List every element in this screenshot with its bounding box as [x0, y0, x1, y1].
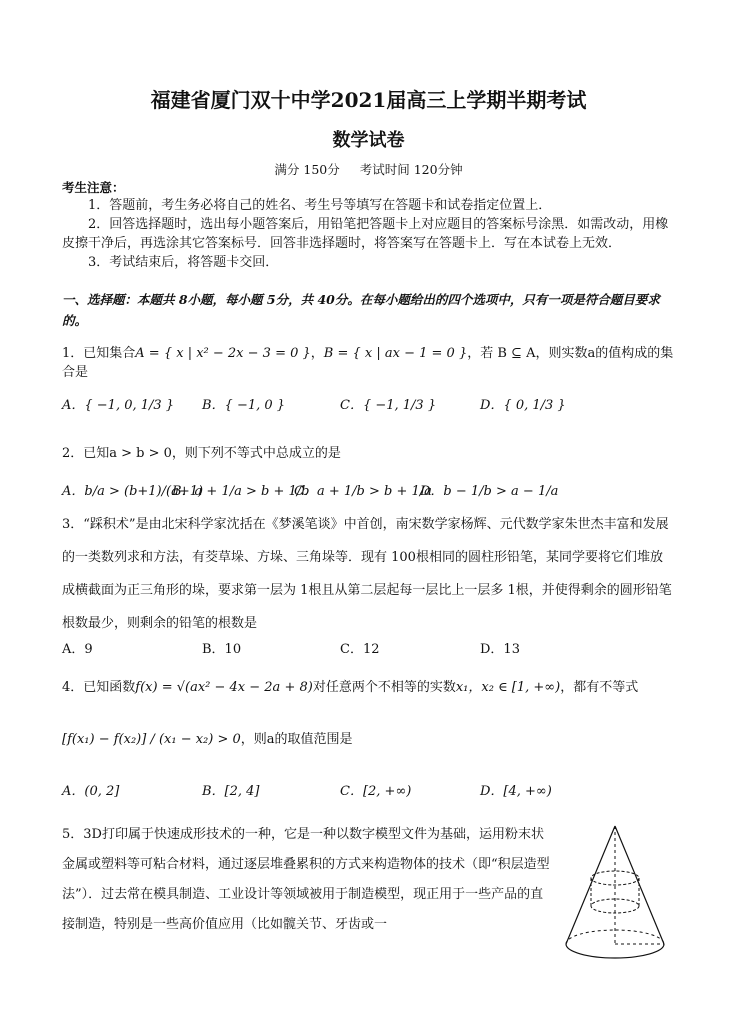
- q1-condition: ，若 B ⊆ A，则实数a的值构成的集合是: [62, 346, 674, 380]
- cone-base-front: [566, 944, 664, 958]
- q4-vars: x₁，x₂ ∈ [1, +∞): [455, 680, 561, 695]
- section-heading-choice: 一、选择题：本题共 8小题，每小题 5分，共 40分。在每小题给出的四个选项中，只有一项是符合题目要求的。: [62, 292, 660, 328]
- q2-option-b: B．a + 1/a > b + 1/b: [172, 484, 310, 499]
- q4-option-d: D．[4, +∞): [480, 784, 552, 799]
- notice-heading: 考生注意：: [62, 180, 125, 195]
- q1-option-d: D．{ 0, 1/3 }: [480, 398, 566, 413]
- question-4-stem-line2: [62, 728, 674, 747]
- q1-option-a: A．{ −1, 0, 1/3 }: [62, 398, 175, 413]
- notice-item-2: 2．回答选择题时，选出每小题答案后，用铅笔把答题卡上对应题目的答案标号涂黑．如需改动，用橡皮擦干净后，再选涂其它答案标号．回答非选择题时，将答案写在答题卡上．写在本试卷上无效．: [62, 217, 669, 251]
- question-1-stem: [62, 342, 674, 380]
- q1-option-c: C．{ −1, 1/3 }: [340, 398, 437, 413]
- q1-option-b: B．{ −1, 0 }: [202, 398, 286, 413]
- q3-option-a: A．9: [62, 642, 93, 657]
- q4-stem-c: ，都有不等式: [560, 680, 639, 695]
- exam-time: 考试时间 120分钟: [359, 162, 463, 177]
- exam-subtitle: 数学试卷: [332, 130, 405, 151]
- question-3-stem: 3．“踩积术”是由北宋科学家沈括在《梦溪笔谈》中首创，南宋数学家杨辉、元代数学家朱世杰丰富和发展的一类数列求和方法，有茭草垛、方垛、三角垛等．现有 100根相同的圆柱形铅笔，某同学要将它们堆放成横截面为正三角形的垛，要求第一层为 1根且从第二层起每一层比上一层多 1根，并使得剩余的圆形铅笔根数最少，则剩余的铅笔的根数是: [62, 517, 672, 631]
- question-5-stem: 5．3D打印属于快速成形技术的一种，它是一种以数字模型文件为基础，运用粉末状金属或塑料等可粘合材料，通过逐层堆叠累积的方式来构造物体的技术（即“积层造型法”）．过去常在模具制造、工业设计等领域被用于制造模型，现正用于一些产品的直接制造，特别是一些高价值应用（比如髋关节、牙齿或一: [62, 827, 550, 932]
- exam-meta: [0, 160, 737, 178]
- q4-option-a: A．(0, 2]: [62, 784, 120, 799]
- q4-stem-d: ，则a的取值范围是: [240, 732, 353, 747]
- question-2-stem: 2．已知a > b > 0，则下列不等式中总成立的是: [62, 446, 341, 461]
- exam-title: 福建省厦门双十中学2021届高三上学期半期考试: [150, 88, 587, 112]
- q4-inequality: [f(x₁) − f(x₂)] / (x₁ − x₂) > 0: [62, 732, 241, 747]
- notice-list: [62, 196, 674, 272]
- q4-option-c: C．[2, +∞): [340, 784, 412, 799]
- q1-sep: ，: [310, 346, 324, 361]
- q4-stem-b: 对任意两个不相等的实数: [312, 680, 456, 695]
- q3-option-c: C．12: [340, 642, 380, 657]
- q2-option-d: D．b − 1/b > a − 1/a: [420, 484, 559, 499]
- q2-option-a: A．b/a > (b+1)/(a+1): [62, 484, 204, 499]
- question-4-stem-line1: [62, 676, 674, 695]
- q4-option-b: B．[2, 4]: [202, 784, 260, 799]
- q4-function: f(x) = √(ax² − 4x − 2a + 8): [135, 680, 313, 695]
- q1-set-b: B = { x | ax − 1 = 0 }: [323, 346, 468, 361]
- notice-item-3: 3．考试结束后，将答题卡交回．: [88, 255, 279, 270]
- q4-stem-a: 4．已知函数: [62, 680, 136, 695]
- cone-diagram: [560, 820, 670, 970]
- full-score: 满分 150分: [274, 162, 340, 177]
- q1-set-a: A = { x | x² − 2x − 3 = 0 }: [135, 346, 311, 361]
- notice-item-1: 1．答题前，考生务必将自己的姓名、考生号等填写在答题卡和试卷指定位置上．: [88, 198, 552, 213]
- q1-prefix: 1．已知集合: [62, 346, 136, 361]
- q2-option-c: C．a + 1/b > b + 1/a: [294, 484, 432, 499]
- q3-option-b: B．10: [202, 642, 242, 657]
- q3-option-d: D．13: [480, 642, 520, 657]
